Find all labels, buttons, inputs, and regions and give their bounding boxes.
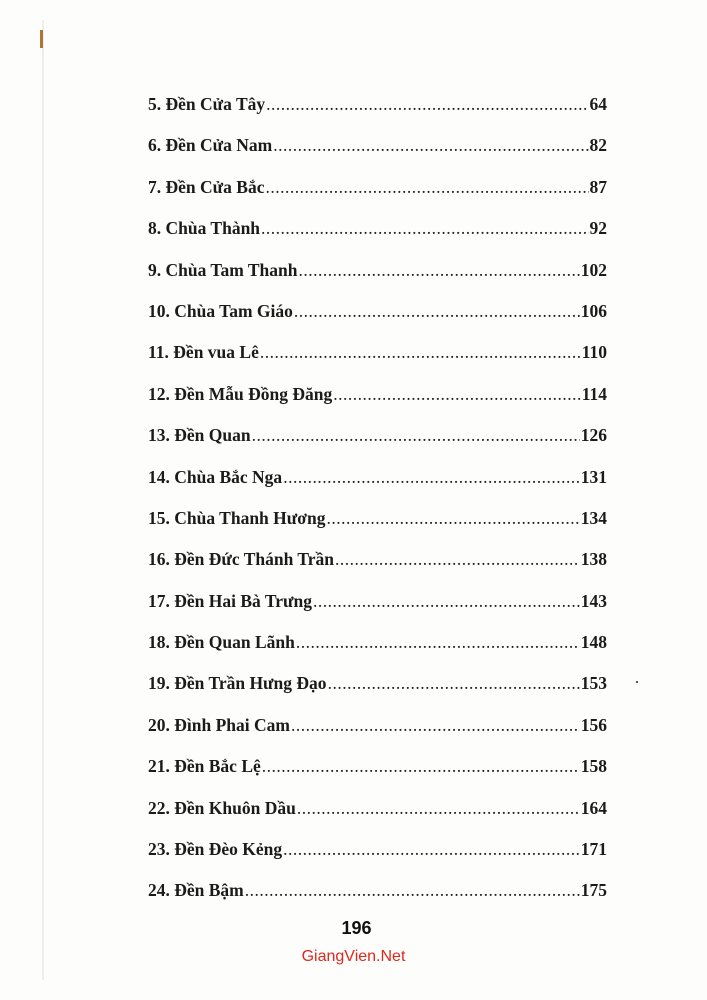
toc-entry-title: 11. Đền vua Lê xyxy=(148,342,259,363)
toc-entry xyxy=(148,508,607,549)
toc-entry xyxy=(148,673,607,714)
toc-entry-title: 19. Đền Trần Hưng Đạo xyxy=(148,673,327,694)
toc-entry-title: 14. Chùa Bắc Nga xyxy=(148,466,283,487)
dot-leader xyxy=(252,425,580,446)
toc-entry-title: 7. Đền Cửa Bắc xyxy=(148,176,265,197)
toc-entry xyxy=(148,135,607,176)
dot-leader xyxy=(291,715,580,736)
toc-entry xyxy=(148,632,607,673)
toc-entry xyxy=(148,715,607,756)
dot-leader xyxy=(333,384,580,405)
toc-entry-title: 8. Chùa Thành xyxy=(148,218,261,239)
toc-entry-page: 114 xyxy=(581,383,607,404)
toc-entry-page: 87 xyxy=(589,176,607,197)
toc-entry-page: 143 xyxy=(580,590,607,611)
toc-entry-page: 92 xyxy=(589,218,607,239)
dot-leader xyxy=(261,218,588,239)
toc-entry-page: 153 xyxy=(580,673,607,694)
toc-entry-page: 171 xyxy=(580,839,607,860)
page-edge xyxy=(42,20,44,980)
toc-entry-title: 18. Đền Quan Lãnh xyxy=(148,632,295,653)
toc-entry xyxy=(148,301,607,342)
toc-entry-title: 23. Đền Đèo Kẻng xyxy=(148,839,283,860)
toc-entry-page: 175 xyxy=(580,880,607,901)
toc-entry-title: 22. Đền Khuôn Dầu xyxy=(148,797,296,818)
dot-leader xyxy=(335,549,580,570)
toc-entry-title: 6. Đền Cửa Nam xyxy=(148,135,273,156)
toc-entry-title: 13. Đền Quan xyxy=(148,425,251,446)
scan-speck xyxy=(636,681,638,683)
dot-leader xyxy=(299,260,580,281)
toc-entry-page: 126 xyxy=(580,425,607,446)
dot-leader xyxy=(294,301,580,322)
toc-entry-page: 156 xyxy=(580,714,607,735)
dot-leader xyxy=(297,798,580,819)
toc-entry-page: 102 xyxy=(580,259,607,280)
watermark: GiangVien.Net xyxy=(301,948,406,965)
toc-entry xyxy=(148,880,607,921)
toc-entry xyxy=(148,425,607,466)
toc-entry xyxy=(148,467,607,508)
toc-entry-page: 110 xyxy=(581,342,607,363)
dot-leader xyxy=(273,135,588,156)
dot-leader xyxy=(283,839,580,860)
toc-entry xyxy=(148,549,607,590)
toc-entry-page: 131 xyxy=(580,466,607,487)
toc-entry xyxy=(148,260,607,301)
toc-entry xyxy=(148,384,607,425)
toc-entry xyxy=(148,342,607,383)
table-of-contents xyxy=(148,94,607,922)
dot-leader xyxy=(296,632,580,653)
toc-entry-page: 164 xyxy=(580,797,607,818)
toc-entry xyxy=(148,591,607,632)
toc-entry-page: 134 xyxy=(580,507,607,528)
toc-entry-title: 20. Đình Phai Cam xyxy=(148,714,290,735)
dot-leader xyxy=(328,673,580,694)
toc-entry-title: 16. Đền Đức Thánh Trần xyxy=(148,549,335,570)
toc-entry-page: 82 xyxy=(589,135,607,156)
toc-entry-title: 17. Đền Hai Bà Trưng xyxy=(148,590,312,611)
dot-leader xyxy=(260,342,581,363)
toc-entry-page: 138 xyxy=(580,549,607,570)
toc-entry-title: 9. Chùa Tam Thanh xyxy=(148,259,298,280)
toc-entry-title: 15. Chùa Thanh Hương xyxy=(148,507,326,528)
toc-entry-page: 64 xyxy=(589,94,607,114)
toc-entry xyxy=(148,798,607,839)
dot-leader xyxy=(283,467,580,488)
binding-mark xyxy=(40,30,43,48)
toc-entry-page: 106 xyxy=(580,300,607,321)
dot-leader xyxy=(266,94,588,115)
toc-entry-title: 12. Đền Mẫu Đồng Đăng xyxy=(148,383,333,404)
toc-entry xyxy=(148,94,607,135)
toc-entry xyxy=(148,839,607,880)
dot-leader xyxy=(326,508,579,529)
toc-entry xyxy=(148,177,607,218)
dot-leader xyxy=(262,756,580,777)
toc-entry xyxy=(148,218,607,259)
page-number: 196 xyxy=(341,918,372,938)
dot-leader xyxy=(265,177,588,198)
dot-leader xyxy=(245,880,580,901)
toc-entry-page: 158 xyxy=(580,756,607,777)
toc-entry-title: 5. Đền Cửa Tây xyxy=(148,94,266,114)
toc-entry-title: 24. Đền Bậm xyxy=(148,880,244,901)
toc-entry-page: 148 xyxy=(580,632,607,653)
toc-entry-title: 21. Đền Bắc Lệ xyxy=(148,756,261,777)
toc-entry xyxy=(148,756,607,797)
dot-leader xyxy=(313,591,580,612)
toc-entry-title: 10. Chùa Tam Giáo xyxy=(148,300,293,321)
